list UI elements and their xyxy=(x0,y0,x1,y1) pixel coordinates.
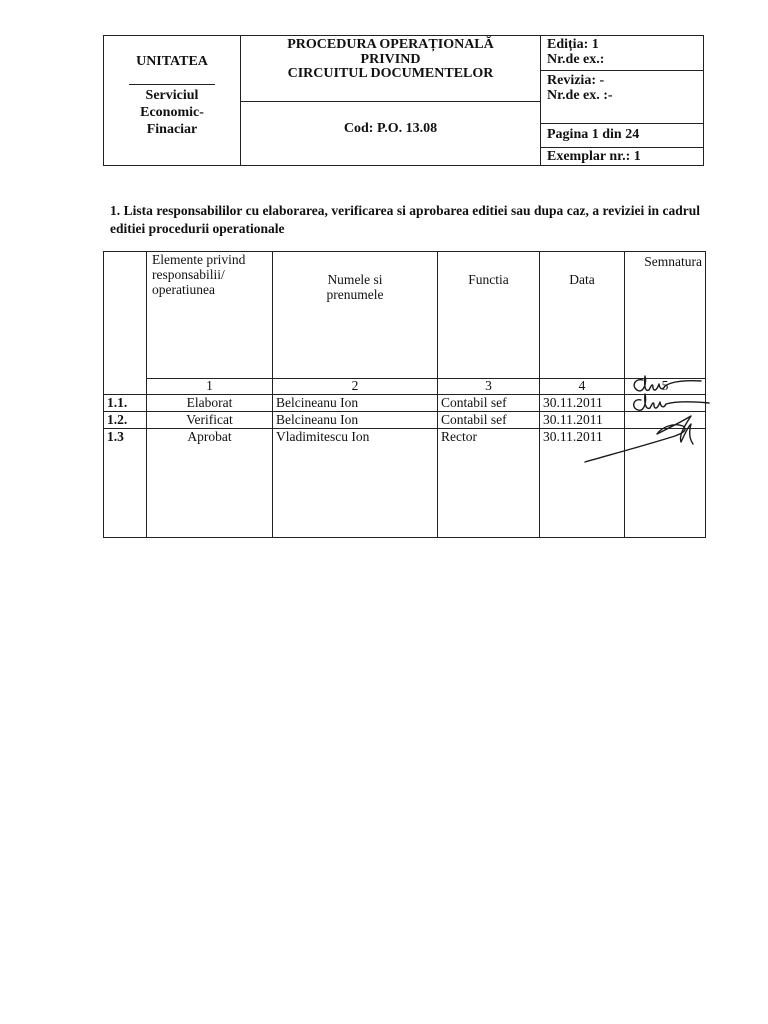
header-blank-cell xyxy=(104,252,147,395)
row-name: Vladimitescu Ion xyxy=(273,429,438,538)
unit-divider xyxy=(129,84,215,85)
exemplar-info: Exemplar nr.: 1 xyxy=(547,149,641,164)
procedure-title-line: PROCEDURA OPERAȚIONALĂ xyxy=(287,37,494,52)
row-name: Belcineanu Ion xyxy=(273,412,438,429)
header-text: prenumele xyxy=(326,287,384,302)
col-number: 3 xyxy=(438,379,540,395)
unit-dept-line: Economic- xyxy=(140,105,204,120)
row-operation: Elaborat xyxy=(147,395,273,412)
edition-block xyxy=(541,36,703,71)
document-header xyxy=(103,35,704,166)
header-text: Elemente privind xyxy=(152,252,246,267)
col-number: 4 xyxy=(540,379,625,395)
row-operation: Aprobat xyxy=(147,429,273,538)
unit-title: UNITATEA xyxy=(136,54,208,69)
row-date: 30.11.2011 xyxy=(540,429,625,538)
col-number: 2 xyxy=(273,379,438,395)
revision-copies-label: Nr.de ex. :- xyxy=(547,88,613,103)
col-number: 1 xyxy=(147,379,273,395)
signature-1 xyxy=(634,376,701,391)
signature-2 xyxy=(634,394,709,410)
row-operation: Verificat xyxy=(147,412,273,429)
row-number: 1.3 xyxy=(104,429,147,538)
section-title: 1. Lista responsabililor cu elaborarea, verificarea si aprobarea editiei sau dupa caz, a reviziei in cadrul editiei procedurii operationale xyxy=(110,203,700,236)
header-nume xyxy=(273,252,438,379)
row-role: Contabil sef xyxy=(438,412,540,429)
row-role: Contabil sef xyxy=(438,395,540,412)
procedure-title-line: CIRCUITUL DOCUMENTELOR xyxy=(287,66,494,81)
revision-label: Revizia: - xyxy=(547,73,605,88)
copies-label: Nr.de ex.: xyxy=(547,52,605,67)
col-number: 5 xyxy=(625,379,706,395)
signature-3 xyxy=(585,416,693,462)
header-text: Numele si xyxy=(327,272,383,287)
procedure-title-line: PRIVIND xyxy=(360,51,421,67)
row-date: 30.11.2011 xyxy=(540,395,625,412)
row-date: 30.11.2011 xyxy=(540,412,625,429)
header-text: operatiunea xyxy=(152,282,215,297)
unit-dept-line: Finaciar xyxy=(146,122,198,137)
table-header-row xyxy=(104,252,706,379)
revision-block xyxy=(541,71,703,124)
header-semnatura: Semnatura xyxy=(625,252,706,379)
edition-label: Ediția: 1 xyxy=(547,37,599,52)
handwritten-signatures xyxy=(583,372,713,472)
procedure-cell xyxy=(241,36,541,166)
row-name: Belcineanu Ion xyxy=(273,395,438,412)
procedure-title xyxy=(241,36,540,102)
row-role: Rector xyxy=(438,429,540,538)
header-elemente xyxy=(147,252,273,379)
page-info: Pagina 1 din 24 xyxy=(541,124,703,148)
header-data: Data xyxy=(540,252,625,379)
unit-dept-line: Serviciul xyxy=(145,88,199,103)
header-text: responsabilii/ xyxy=(152,267,225,282)
unit-department xyxy=(104,87,240,138)
procedure-code: Cod: P.O. 13.08 xyxy=(343,121,438,136)
row-number: 1.2. xyxy=(104,412,147,429)
row-number: 1.1. xyxy=(104,395,147,412)
unit-cell xyxy=(104,36,241,166)
edition-info-cell xyxy=(541,36,704,166)
header-functia: Functia xyxy=(438,252,540,379)
